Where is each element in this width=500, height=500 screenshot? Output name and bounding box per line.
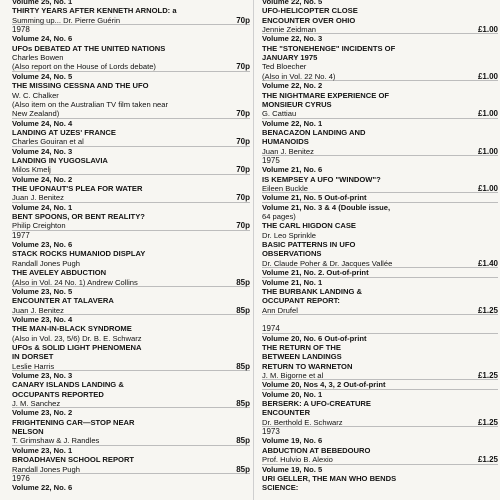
volume-label: Volume 22, No. 2 [262,81,323,91]
volume-label: Volume 22, No. 5 [262,0,323,6]
author-name: Milos Kmelj [12,165,51,175]
article-title: ABDUCTION AT BEBEDOURO [262,445,371,455]
note-text: 64 pages) [262,212,296,222]
article-title: UFOs DEBATED AT THE UNITED NATIONS [12,43,166,53]
author-name: T. Grimshaw & J. Randles [12,436,100,446]
author-name: Leslie Harris [12,361,55,371]
year-heading: 1976 [12,473,30,483]
volume-label: Volume 22, No. 1 [262,118,323,128]
volume-label: Volume 23, No. 4 [12,314,73,324]
volume-label: Volume 22, No. 6 [12,483,73,493]
issue-price: 70p [236,15,250,25]
author-name: Juan J. Benitez [12,193,64,203]
volume-label: Volume 20, No. 6 Out-of-print [262,333,367,343]
volume-label: Volume 21, No. 2. Out-of-print [262,268,369,278]
author-name: J. M. Sanchez [12,399,61,409]
column-divider [253,0,254,500]
author-name: Eileen Buckle [262,184,309,193]
article-title: ENCOUNTER AT TALAVERA [12,296,114,306]
article-title: URI GELLER, THE MAN WHO BENDS [262,473,397,483]
article-title: THIRTY YEARS AFTER KENNETH ARNOLD: a [12,6,177,16]
article-title: THE "STONEHENGE" INCIDENTS OF [262,43,396,53]
author-name: Dr. Claude Poher & Dr. Jacques Vallée [262,258,393,268]
issue-price: £1.00 [477,25,498,35]
article-title: LANDING IN YUGOSLAVIA [12,155,108,165]
issue-price: 85p [236,305,250,315]
article-title: THE BURBANK LANDING & [262,286,362,296]
volume-label: Volume 24, No. 3 [12,146,73,156]
author-name: W. C. Chalker [12,90,59,100]
year-heading: 1978 [12,25,30,35]
article-title: IN DORSET [12,352,54,362]
issue-price: 85p [236,277,250,287]
note-text: (Also in Vol. 23, 5/6) Dr. B. E. Schwarz [12,333,142,343]
volume-label: Volume 23, No. 5 [12,286,73,296]
article-title: BROADHAVEN SCHOOL REPORT [12,455,135,465]
note-text: (Also report on the House of Lords debate) [12,62,156,72]
author-name: Randall Jones Pugh [12,258,80,268]
author-name: Philip Creighton [12,221,66,231]
article-title: UFO-HELICOPTER CLOSE [262,6,358,16]
article-title: CANARY ISLANDS LANDING & [12,380,124,390]
article-title: BETWEEN LANDINGS [262,352,342,362]
issue-price: £1.40 [477,258,498,268]
issue-price: 85p [236,361,250,371]
article-title: BERSERK: A UFO-CREATURE [262,399,371,409]
article-title: BENACAZON LANDING AND [262,127,366,137]
volume-label: Volume 25, No. 1 [12,0,73,6]
article-title: JANUARY 1975 [262,53,318,63]
volume-label: Volume 20, No. 1 [262,389,323,399]
volume-label: Volume 24, No. 4 [12,118,73,128]
issue-price: 70p [236,62,250,72]
author-name: Charles Gouiran et al [12,137,84,147]
article-title: UFOs & SOLID LIGHT PHENOMENA [12,342,142,352]
issue-price: £1.25 [477,455,498,465]
volume-label: Volume 22, No. 3 [262,34,323,44]
issue-price: 85p [236,464,250,474]
issue-price: 85p [236,399,250,409]
volume-label: Volume 23, No. 1 [12,445,73,455]
year-heading: 1973 [262,427,280,437]
author-name: Jennie Zeidman [262,25,317,35]
article-title: THE MISSING CESSNA AND THE UFO [12,81,149,91]
author-name: Summing up... Dr. Pierre Guérin [12,15,121,25]
volume-label: Volume 20, Nos 4, 3, 2 Out-of-print [262,380,386,390]
volume-label: Volume 21, No. 6 [262,165,323,175]
note-text: (Also item on the Australian TV film taken near [12,99,169,109]
article-title: SCIENCE: [262,483,299,493]
article-title: THE AVELEY ABDUCTION [12,268,107,278]
issue-price: £1.00 [477,184,498,193]
volume-label: Volume 23, No. 2 [12,408,73,418]
article-title: LANDING AT UZES' FRANCE [12,127,116,137]
article-title: HUMANOIDS [262,137,309,147]
volume-label: Volume 24, No. 2 [12,174,73,184]
volume-label: Volume 24, No. 6 [12,34,73,44]
author-name: Ted Bloecher [262,62,307,72]
note-text: (Also in Vol. 22 No. 4) [262,71,336,81]
volume-label: Volume 19, No. 5 [262,464,323,474]
article-title: OBSERVATIONS [262,249,322,259]
article-title: IS KEMPSEY A UFO "WINDOW"? [262,174,381,184]
article-title: BENT SPOONS, OR BENT REALITY? [12,212,145,222]
issue-price: £1.00 [477,71,498,81]
year-heading: 1974 [262,324,280,334]
article-title: RETURN TO WARNETON [262,361,353,371]
article-title: FRIGHTENING CAR—STOP NEAR [12,417,135,427]
article-title: STACK ROCKS HUMANIOD DISPLAY [12,249,146,259]
article-title: THE MAN-IN-BLACK SYNDROME [12,324,132,334]
note-text: New Zealand) [12,109,60,119]
author-name: Juan J. Benitez [12,305,64,315]
article-title: OCCUPANT REPORT: [262,296,340,306]
volume-label: Volume 21, No. 5 Out-of-print [262,193,367,203]
volume-label: Volume 23, No. 6 [12,240,73,250]
issue-price: £1.25 [477,371,498,380]
volume-label: Volume 19, No. 6 [262,436,323,446]
issue-price: £1.25 [477,305,498,315]
note-text: (Also in Vol. 24 No. 1) Andrew Collins [12,277,138,287]
article-title: OCCUPANTS REPORTED [12,389,104,399]
issue-price: 85p [236,436,250,446]
issue-price: 70p [236,165,250,175]
author-name: Ann Drufel [262,305,298,315]
article-title: ENCOUNTER [262,408,311,418]
issue-price: £1.00 [477,146,498,156]
article-title: BASIC PATTERNS IN UFO [262,240,356,250]
author-name: Dr. Leo Sprinkle [262,230,317,240]
volume-label: Volume 24, No. 1 [12,202,73,212]
volume-label: Volume 23, No. 3 [12,371,73,380]
volume-label: Volume 21, No. 1 [262,277,323,287]
issue-price: 70p [236,221,250,231]
issue-price: £1.25 [477,417,498,427]
author-name: J. M. Bigorne et al [262,371,324,380]
year-heading: 1977 [12,230,30,240]
author-name: Prof. Hulvio B. Alexio [262,455,333,465]
author-name: Randall Jones Pugh [12,464,80,474]
issue-price: 70p [236,109,250,119]
issue-price: 70p [236,193,250,203]
year-heading: 1975 [262,155,280,165]
author-name: Juan J. Benitez [262,146,314,156]
volume-label: Volume 24, No. 5 [12,71,73,81]
article-title: THE UFONAUT'S PLEA FOR WATER [12,184,143,193]
author-name: Dr. Berthold E. Schwarz [262,417,343,427]
article-title: NELSON [12,427,44,437]
article-title: ENCOUNTER OVER OHIO [262,15,356,25]
article-title: THE NIGHTMARE EXPERIENCE OF [262,90,389,100]
volume-label: Volume 21, No. 3 & 4 (Double issue, [262,202,391,212]
issue-price: £1.00 [477,109,498,119]
article-title: THE CARL HIGDON CASE [262,221,356,231]
issue-price: 70p [236,137,250,147]
article-title: THE RETURN OF THE [262,342,341,352]
article-title: MONSIEUR CYRUS [262,99,332,109]
author-name: G. Cattiau [262,109,297,119]
author-name: Charles Bowen [12,53,64,63]
